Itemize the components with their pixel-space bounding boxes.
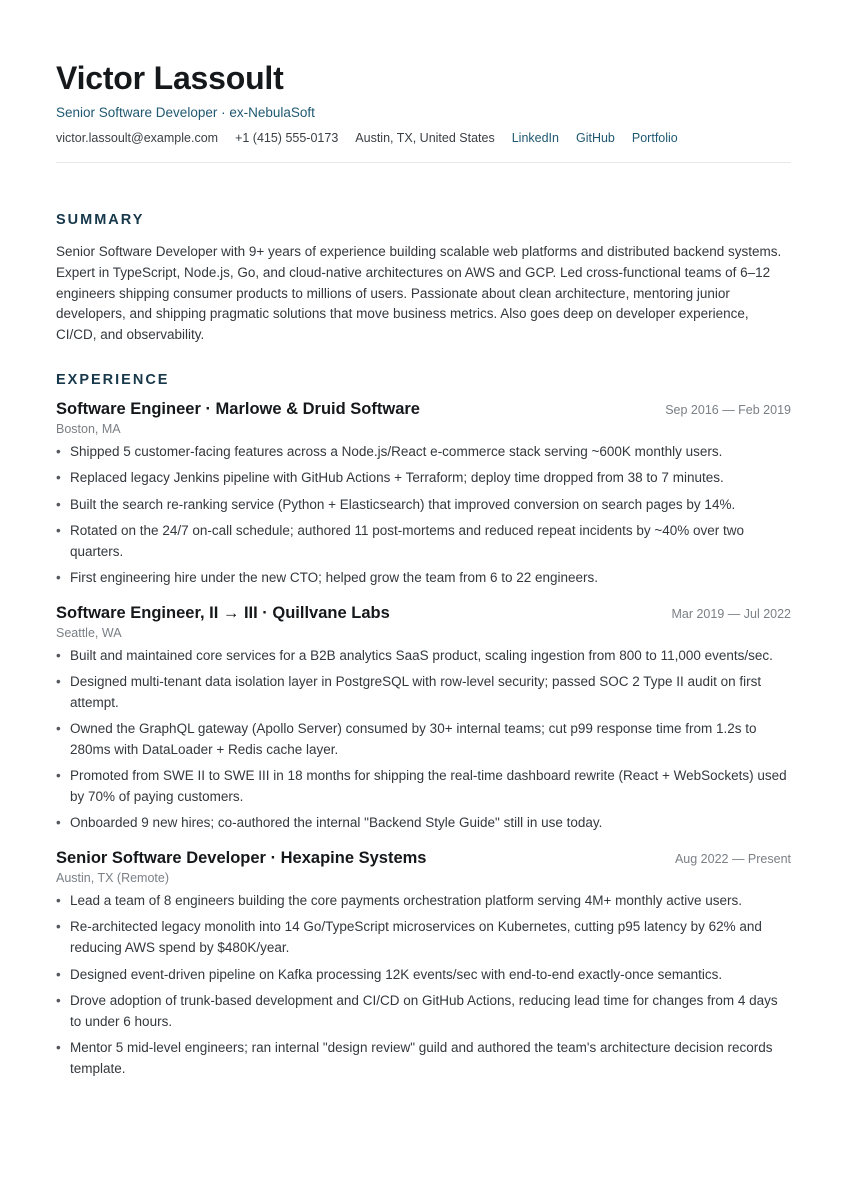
job-title: Senior Software Developer · Hexapine Systems (56, 849, 427, 868)
job-bullet: • Rotated on the 24/7 on-call schedule; authored 11 post-mortems and reduced repeat incidents by ~40% over two quarters. (56, 521, 791, 563)
header-divider (56, 162, 791, 163)
job-location: Boston, MA (56, 421, 121, 436)
job-bullet: • Owned the GraphQL gateway (Apollo Server) consumed by 30+ internal teams; cut p99 response time from 1.2s to 280ms with DataLoader + Redis cache layer. (56, 719, 791, 761)
job-bullets (56, 646, 791, 834)
job-bullet: • Mentor 5 mid-level engineers; ran internal "design review" guild and authored the team's architecture decision records template. (56, 1038, 791, 1080)
contact-location: Austin, TX, United States (355, 131, 495, 145)
job-bullet: • Re-architected legacy monolith into 14 Go/TypeScript microservices on Kubernetes, cutting p95 latency by 62% and reducing AWS spend by $480K/year. (56, 917, 791, 959)
job-bullet: • Lead a team of 8 engineers building the core payments orchestration platform serving 4M+ monthly active users. (56, 891, 791, 912)
job-entry (56, 602, 791, 834)
job-bullet: • Drove adoption of trunk-based development and CI/CD on GitHub Actions, reducing lead time for changes from 4 days to under 6 hours. (56, 991, 791, 1033)
linkedin-link[interactable]: LinkedIn (511, 131, 559, 145)
summary-section (56, 211, 791, 346)
job-bullet: • Built the search re-ranking service (Python + Elasticsearch) that improved conversion on search pages by 14%. (56, 495, 791, 516)
job-bullet: • Onboarded 9 new hires; co-authored the internal "Backend Style Guide" still in use today. (56, 813, 791, 834)
job-entry (56, 398, 791, 589)
job-bullet: • Designed event-driven pipeline on Kafka processing 12K events/sec with end-to-end exactly-once semantics. (56, 965, 791, 986)
job-bullet: • First engineering hire under the new CTO; helped grow the team from 6 to 22 engineers. (56, 568, 791, 589)
job-bullet: • Shipped 5 customer-facing features across a Node.js/React e-commerce stack serving ~600K monthly users. (56, 442, 791, 463)
job-bullets (56, 891, 791, 1079)
summary-text: Senior Software Developer with 9+ years of experience building scalable web platforms and distributed backend systems. Expert in TypeScript, Node.js, Go, and cloud-native architectures on AWS and GCP. Led cross-functional teams of 6–12 engineers shipping consumer products to millions of users. Passionate about clean architecture, mentoring junior developers, and shipping pragmatic solutions that move business metrics. Also goes deep on developer experience, CI/CD, and observability. (56, 244, 782, 343)
job-bullet: • Built and maintained core services for a B2B analytics SaaS product, scaling ingestion from 800 to 11,000 events/sec. (56, 646, 791, 667)
job-bullet: • Promoted from SWE II to SWE III in 18 months for shipping the real-time dashboard rewrite (React + WebSockets) used by 70% of paying customers. (56, 766, 791, 808)
experience-section (56, 371, 791, 1080)
resume-header (56, 58, 791, 163)
job-dates: Aug 2022 — Present (674, 852, 791, 867)
contact-row (56, 130, 791, 146)
job-header (56, 602, 791, 624)
job-header (56, 398, 791, 420)
job-dates: Sep 2016 — Feb 2019 (665, 402, 791, 417)
job-bullet: • Designed multi-tenant data isolation layer in PostgreSQL with row-level security; passed SOC 2 Type II audit on first attempt. (56, 672, 791, 714)
contact-email[interactable]: victor.lassoult@example.com (56, 131, 219, 145)
job-header (56, 847, 791, 869)
job-location: Seattle, WA (56, 625, 122, 640)
portfolio-link[interactable]: Portfolio (631, 131, 678, 145)
job-title: Software Engineer, II → III · Quillvane Labs (56, 603, 390, 622)
job-bullet: • Replaced legacy Jenkins pipeline with GitHub Actions + Terraform; deploy time dropped from 38 to 7 minutes. (56, 468, 791, 489)
experience-heading: EXPERIENCE (56, 371, 170, 388)
github-link[interactable]: GitHub (575, 131, 615, 145)
contact-phone: +1 (415) 555-0173 (235, 131, 339, 145)
candidate-name: Victor Lassoult (56, 60, 284, 96)
candidate-tagline: Senior Software Developer · ex-NebulaSoft (56, 105, 315, 120)
summary-heading: SUMMARY (56, 212, 145, 228)
job-bullets (56, 442, 791, 589)
job-entry (56, 847, 791, 1079)
job-dates: Mar 2019 — Jul 2022 (671, 606, 791, 621)
job-title: Software Engineer · Marlowe & Druid Software (56, 399, 420, 418)
job-location: Austin, TX (Remote) (56, 871, 170, 886)
